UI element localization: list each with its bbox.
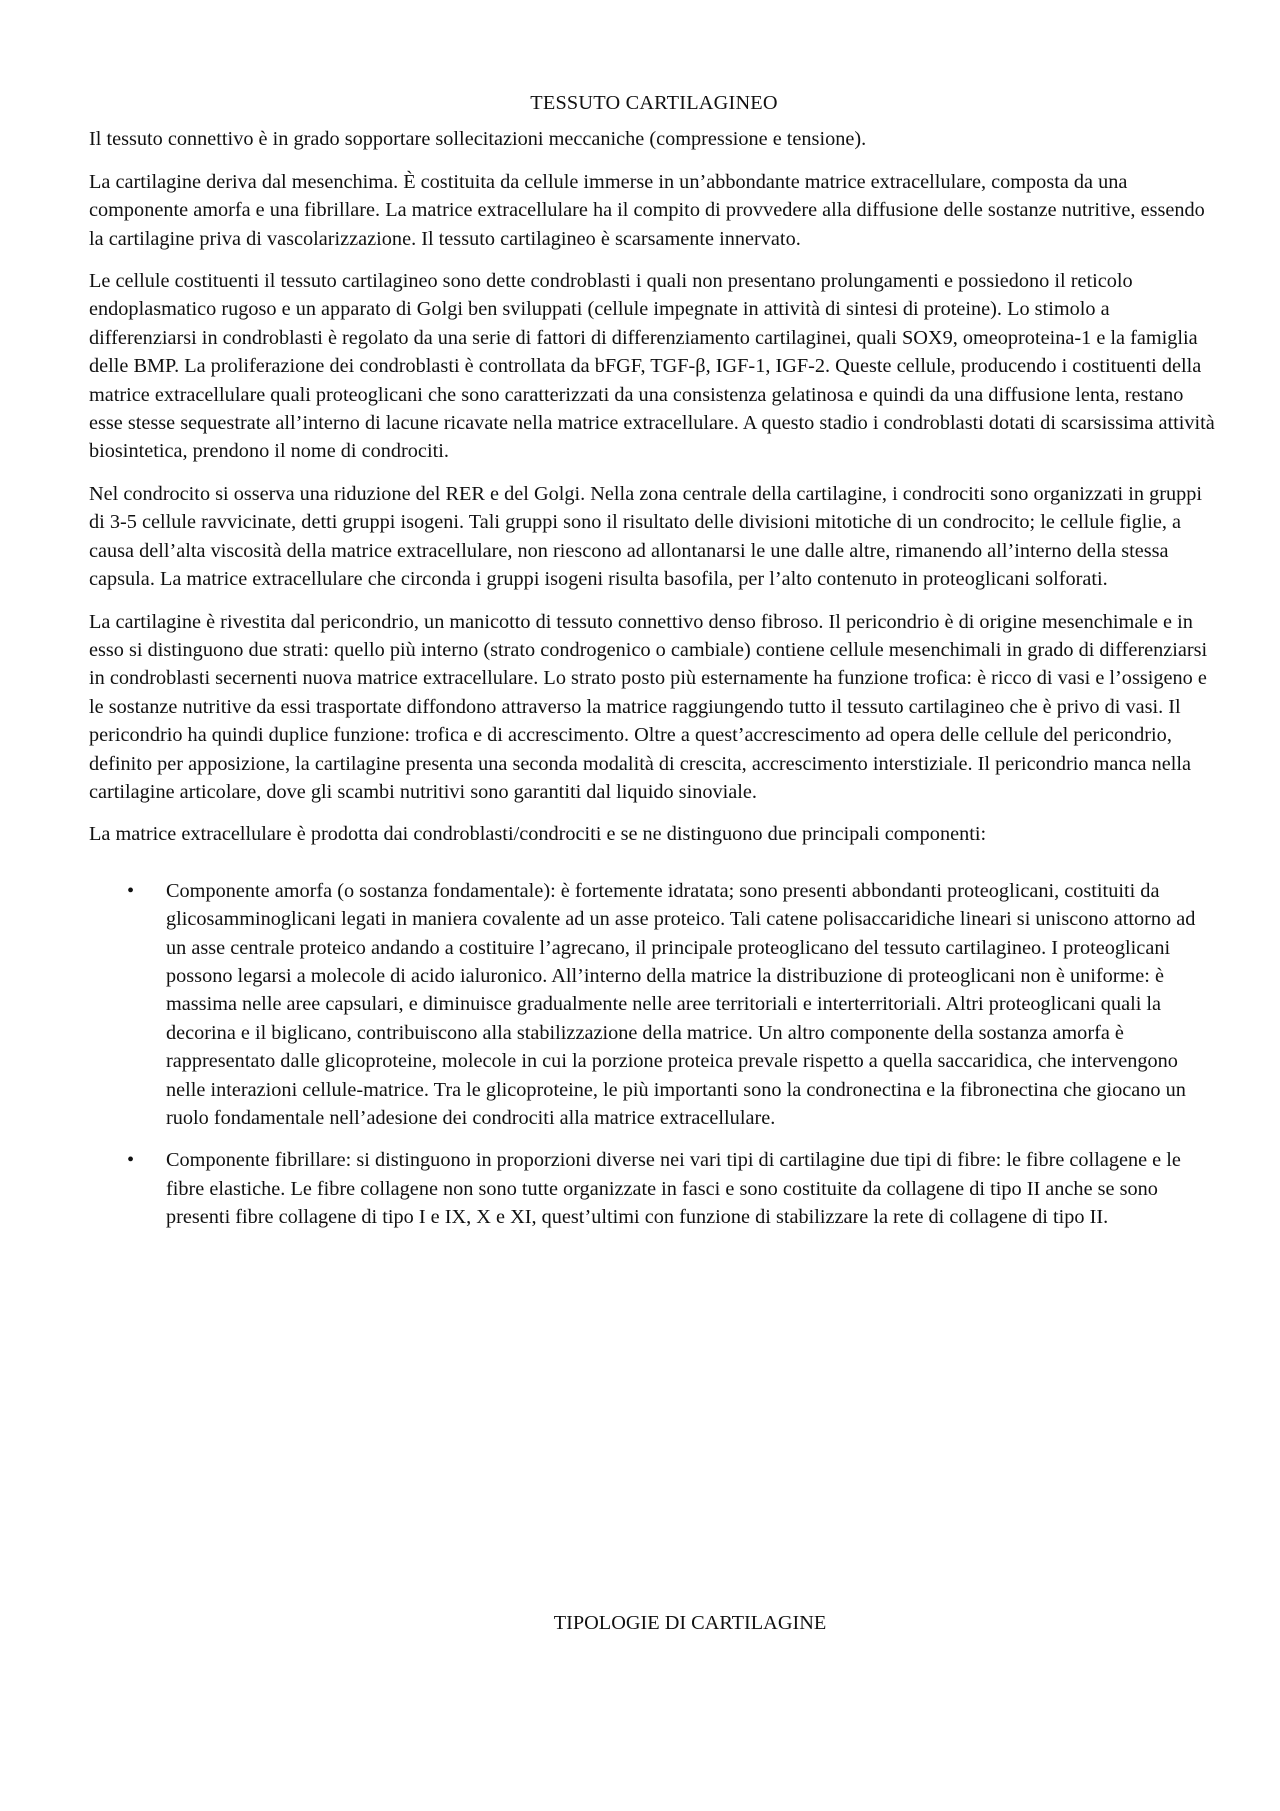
paragraph-cells: Le cellule costituenti il tessuto cartilagineo sono dette condroblasti i quali non presentano prolungamenti e possiedono il reticolo endoplasmatico rugoso e un apparato di Golgi ben sviluppati (cellule impegnate in attività di sintesi di proteine). Lo stimolo a differenziarsi in condroblasti è regolato da una serie di fattori di differenziamento cartilaginei, quali SOX9, omeoproteina-1 e la famiglia delle BMP. La proliferazione dei condroblasti è controllata da bFGF, TGF-β, IGF-1, IGF-2. Queste cellule, producendo i costituenti della matrice extracellulare quali proteoglicani che sono caratterizzati da una consistenza gelatinosa e quindi da una diffusione lenta, restano esse stesse sequestrate all’interno di lacune ricavate nella matrice extracellulare. A questo stadio i condroblasti dotati di scarsissima attività biosintetica, prendono il nome di condrociti. (89, 270, 1215, 463)
paragraph-intro: Il tessuto connettivo è in grado sopportare sollecitazioni meccaniche (compressione e tensione). (89, 128, 867, 151)
document-body (89, 89, 1219, 1246)
paragraph-matrix: La matrice extracellulare è prodotta dai condroblasti/condrociti e se ne distinguono due principali componenti: (89, 823, 987, 846)
components-list (89, 877, 1219, 1232)
page-title: TESSUTO CARTILAGINEO (530, 92, 778, 114)
list-item-text: Componente amorfa (o sostanza fondamentale): è fortemente idratata; sono presenti abbondanti proteoglicani, costituiti da glicosamminoglicani legati in maniera covalente ad un asse proteico. Tali catene polisaccaridiche lineari si uniscono attorno ad un asse centrale proteico andando a costituire l’agrecano, il principale proteoglicano del tessuto cartilagineo. I proteoglicani possono legarsi a molecole di acido ialuronico. All’interno della matrice la distribuzione di proteoglicani non è uniforme: è massima nelle aree capsulari, e diminuisce gradualmente nelle aree territoriali e interterritoriali. Altri proteoglicani quali la decorina e il biglicano, contribuiscono alla stabilizzazione della matrice. Un altro componente della sostanza amorfa è rappresentato dalle glicoproteine, molecole in cui la porzione proteica prevale rispetto a quella saccaridica, che intervengono nelle interazioni cellule-matrice. Tra le glicoproteine, le più importanti sono la condronectina e la fibronectina che giocano un ruolo fondamentale nell’adesione dei condrociti alla matrice extracellulare. (166, 879, 1196, 1129)
list-item (89, 877, 1219, 1133)
bullet-icon: • (127, 1149, 135, 1172)
section-title: TIPOLOGIE DI CARTILAGINE (553, 1612, 827, 1634)
list-item-text: Componente fibrillare: si distinguono in proporzioni diverse nei vari tipi di cartilagine due tipi di fibre: le fibre collagene e le fibre elastiche. Le fibre collagene non sono tutte organizzate in fasci e sono costituite da collagene di tipo II anche se sono presenti fibre collagene di tipo I e IX, X e XI, quest’ultimi con funzione di stabilizzare la rete di collagene di tipo II. (166, 1149, 1181, 1229)
paragraph-perichondrium: La cartilagine è rivestita dal pericondrio, un manicotto di tessuto connettivo denso fibroso. Il pericondrio è di origine mesenchimale e in esso si distinguono due strati: quello più interno (strato condrogenico o cambiale) contiene cellule mesenchimali in grado di differenziarsi in condroblasti secernenti nuova matrice extracellulare. Lo strato posto più esternamente ha funzione trofica: è ricco di vasi e l’ossigeno e le sostanze nutritive da essi trasportate diffondono attraverso la matrice raggiungendo tutto il tessuto cartilagineo che è privo di vasi. Il pericondrio ha quindi duplice funzione: trofica e di accrescimento. Oltre a quest’accrescimento ad opera delle cellule del pericondrio, definito per apposizione, la cartilagine presenta una seconda modalità di crescita, accrescimento interstiziale. Il pericondrio manca nella cartilagine articolare, dove gli scambi nutritivi sono garantiti dal liquido sinoviale. (89, 610, 1208, 803)
paragraph-origin: La cartilagine deriva dal mesenchima. È costituita da cellule immerse in un’abbondante matrice extracellulare, composta da una componente amorfa e una fibrillare. La matrice extracellulare ha il compito di provvedere alla diffusione delle sostanze nutritive, essendo la cartilagine priva di vascolarizzazione. Il tessuto cartilagineo è scarsamente innervato. (89, 170, 1205, 250)
list-item (89, 1146, 1219, 1231)
paragraph-chondrocyte: Nel condrocito si osserva una riduzione del RER e del Golgi. Nella zona centrale della cartilagine, i condrociti sono organizzati in gruppi di 3-5 cellule ravvicinate, detti gruppi isogeni. Tali gruppi sono il risultato delle divisioni mitotiche di un condrocito; le cellule figlie, a causa dell’alta viscosità della matrice extracellulare, non riescono ad allontanarsi le une dalle altre, rimanendo all’interno della stessa capsula. La matrice extracellulare che circonda i gruppi isogeni risulta basofila, per l’alto contenuto in proteoglicani solforati. (89, 482, 1203, 591)
bullet-icon: • (127, 879, 135, 902)
